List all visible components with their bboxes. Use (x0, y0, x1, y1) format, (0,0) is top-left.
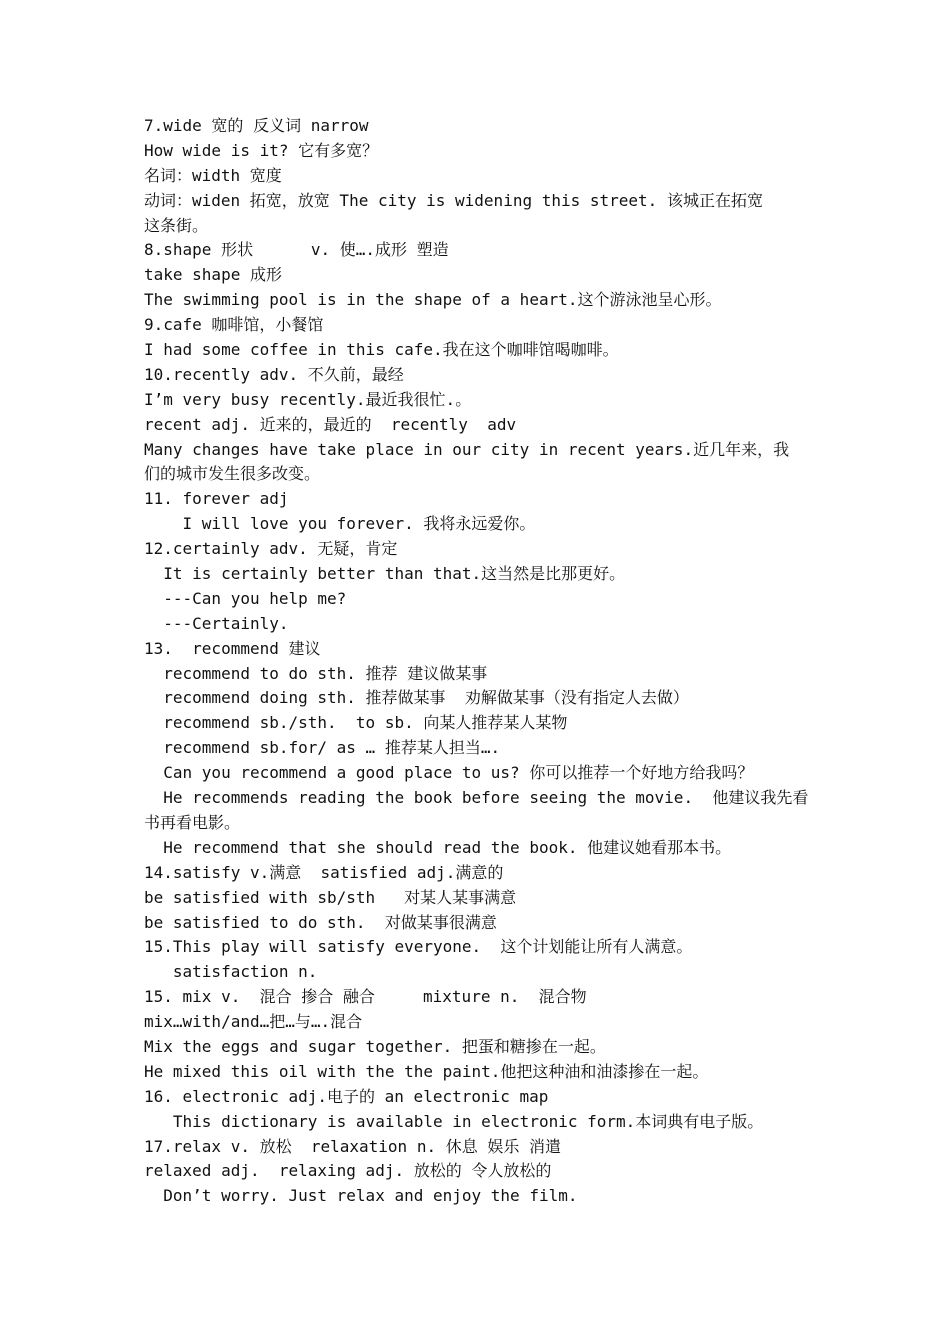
text-line: satisfaction n. (144, 962, 318, 982)
text-line: I will love you forever. 我将永远爱你。 (144, 514, 536, 534)
text-line: 们的城市发生很多改变。 (144, 464, 321, 484)
text-line: Mix the eggs and sugar together. 把蛋和糖掺在一起。 (144, 1036, 606, 1056)
text-line: He recommends reading the book before seeing the movie. 他建议我先看 (144, 788, 809, 808)
text-line: He recommend that she should read the book. 他建议她看那本书。 (144, 837, 732, 857)
text-line: 15. mix v. 混合 掺合 融合 mixture n. 混合物 (144, 987, 587, 1007)
document-page (144, 114, 814, 1209)
text-line: Many changes have take place in our city in recent years.近几年来，我 (144, 439, 790, 459)
text-line: Can you recommend a good place to us? 你可以推荐一个好地方给我吗？ (144, 763, 754, 783)
text-line: 15.This play will satisfy everyone. 这个计划能让所有人满意。 (144, 937, 693, 957)
text-line: be satisfied with sb/sth 对某人某事满意 (144, 887, 517, 907)
text-line: ---Certainly. (144, 613, 289, 633)
text-line: He mixed this oil with the the paint.他把这种油和油漆掺在一起。 (144, 1061, 709, 1081)
text-line: Don’t worry. Just relax and enjoy the film. (144, 1186, 578, 1206)
text-line: 名词：width 宽度 (144, 165, 282, 185)
text-line: How wide is it? 它有多宽？ (144, 140, 379, 160)
text-line: This dictionary is available in electronic form.本词典有电子版。 (144, 1111, 764, 1131)
text-line: 动词：widen 拓宽，放宽 The city is widening this street. 该城正在拓宽 (144, 190, 763, 210)
text-line: recommend to do sth. 推荐 建议做某事 (144, 663, 488, 683)
text-line: It is certainly better than that.这当然是比那更好。 (144, 564, 626, 584)
text-line: 8.shape 形状 v. 使….成形 塑造 (144, 240, 449, 260)
text-line: 17.relax v. 放松 relaxation n. 休息 娱乐 消遣 (144, 1136, 561, 1156)
text-line: take shape 成形 (144, 265, 282, 285)
text-line: 11. forever adj (144, 489, 289, 509)
text-line: 7.wide 宽的 反义词 narrow (144, 116, 369, 135)
text-line: ---Can you help me? (144, 588, 347, 608)
text-line: relaxed adj. relaxing adj. 放松的 令人放松的 (144, 1161, 552, 1181)
text-line: 14.satisfy v.满意 satisfied adj.满意的 (144, 862, 504, 882)
text-line: The swimming pool is in the shape of a heart.这个游泳池呈心形。 (144, 290, 722, 310)
text-line: recommend doing sth. 推荐做某事 劝解做某事（没有指定人去做） (144, 688, 689, 708)
text-line: mix…with/and…把…与….混合 (144, 1012, 363, 1032)
text-line: 13. recommend 建议 (144, 638, 321, 658)
text-line: 书再看电影。 (144, 812, 241, 832)
text-line: 这条街。 (144, 215, 209, 235)
text-line: 10.recently adv. 不久前，最经 (144, 364, 404, 384)
text-line: 9.cafe 咖啡馆，小餐馆 (144, 315, 324, 335)
text-line: recommend sb.for/ as … 推荐某人担当…. (144, 738, 501, 758)
text-line: recommend sb./sth. to sb. 向某人推荐某人某物 (144, 713, 568, 733)
text-line: 16. electronic adj.电子的 an electronic map (144, 1086, 549, 1106)
text-line: recent adj. 近来的，最近的 recently adv (144, 414, 517, 434)
text-line: 12.certainly adv. 无疑，肯定 (144, 539, 398, 559)
text-line: I had some coffee in this cafe.我在这个咖啡馆喝咖啡。 (144, 340, 619, 360)
text-line: be satisfied to do sth. 对做某事很满意 (144, 912, 497, 932)
text-line: I’m very busy recently.最近我很忙.。 (144, 389, 472, 409)
